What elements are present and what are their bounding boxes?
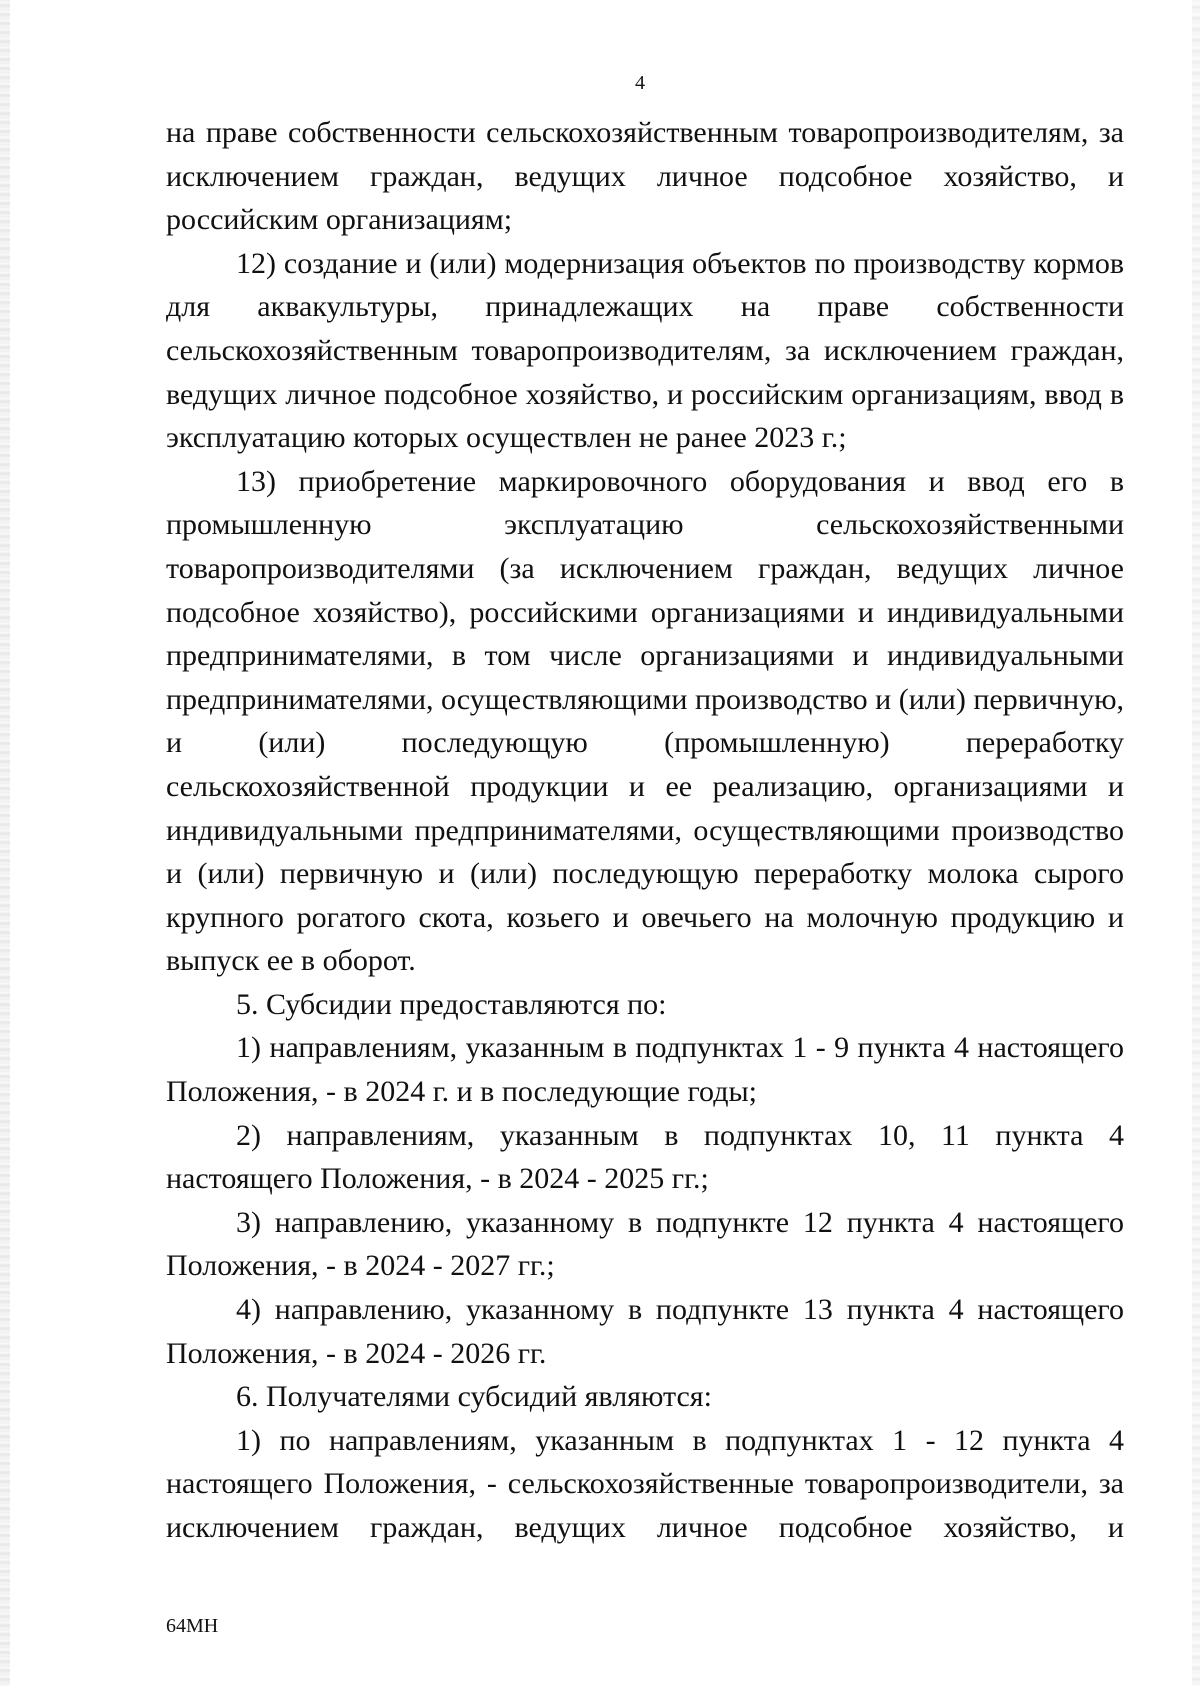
paragraph-section-5-heading: 5. Субсидии предоставляются по: xyxy=(236,987,667,1021)
paragraph-section-5-item-4: 4) направлению, указанному в подпункте 13 пункта 4 настоящего Положения, - в 2024 - 2026 гг. xyxy=(166,1293,1124,1370)
paragraph-continuation: на праве собственности сельскохозяйственным товаропроизводителям, за исключением граждан, ведущих личное подсобное хозяйство, и российским организациям; xyxy=(166,116,1124,237)
page-number: 4 xyxy=(635,72,645,94)
paragraph-item-12: 12) создание и (или) модернизация объектов по производству кормов для аквакультуры, принадлежащих на праве собственности сельскохозяйственным товаропроизводителям, за исключением граждан, ведущих личное подсобное хозяйство, и российским организациям, ввод в эксплуатацию которых осуществлен не ранее 2023 г.; xyxy=(166,246,1124,455)
paragraph-section-5-item-3: 3) направлению, указанному в подпункте 12 пункта 4 настоящего Положения, - в 2024 - 2027 гг.; xyxy=(166,1205,1124,1283)
document-body xyxy=(166,111,1124,1550)
document-code: 64МН xyxy=(166,1615,219,1637)
scan-edge-right xyxy=(1192,0,1200,1686)
paragraph-section-5-item-2: 2) направлениям, указанным в подпунктах 10, 11 пункта 4 настоящего Положения, - в 2024 - 2025 гг.; xyxy=(166,1118,1124,1196)
paragraph-section-6-item-1: 1) по направлениям, указанным в подпунктах 1 - 12 пункта 4 настоящего Положения, - сельскохозяйственные товаропроизводители, за исключением граждан, ведущих личное подсобное хозяйство, и xyxy=(166,1423,1124,1544)
paragraph-section-6-heading: 6. Получателями субсидий являются: xyxy=(236,1380,712,1414)
paragraph-section-5-item-1: 1) направлениям, указанным в подпунктах 1 - 9 пункта 4 настоящего Положения, - в 2024 г. и в последующие годы; xyxy=(166,1031,1124,1109)
paragraph-item-13: 13) приобретение маркировочного оборудования и ввод его в промышленную эксплуатацию сельскохозяйственными товаропроизводителями (за исключением граждан, ведущих личное подсобное хозяйство), российскими организациями и индивидуальными предпринимателями, в том числе организациями и индивидуальными предпринимателями, осуществляющими производство и (или) первичную, и (или) последующую (промышленную) переработку сельскохозяйственной продукции и ее реализацию, организациями и индивидуальными предпринимателями, осуществляющими производство и (или) первичную и (или) последующую переработку молока сырого крупного рогатого скота, козьего и овечьего на молочную продукцию и выпуск ее в оборот. xyxy=(166,464,1124,978)
scan-edge-left xyxy=(0,0,10,1686)
